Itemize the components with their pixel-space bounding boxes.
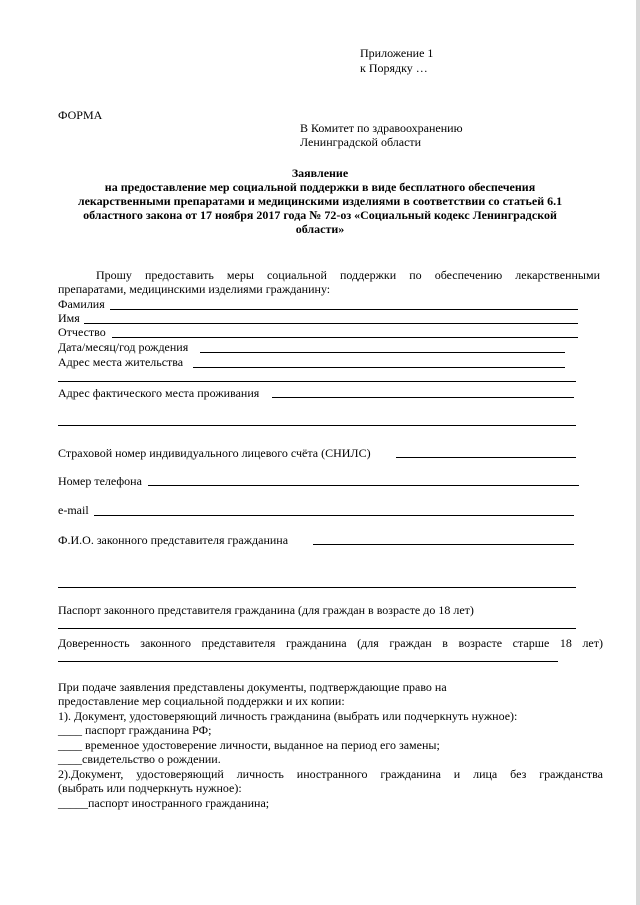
residence-label: Адрес места жительства [58, 355, 184, 369]
intro-line2: препаратами, медицинскими изделиями гражданину: [58, 282, 331, 296]
proxy-rep-field[interactable] [58, 661, 558, 662]
surname-field[interactable] [110, 309, 578, 310]
documents-item2-line2: (выбрать или подчеркнуть нужное): [58, 781, 242, 795]
actual-address-field[interactable] [272, 397, 574, 398]
documents-item1b: ____ временное удостоверение личности, выданное на период его замены; [58, 738, 440, 752]
title-line2: на предоставление мер социальной поддержки в виде бесплатного обеспечения [104, 180, 536, 194]
addressee-line2: Ленинградской области [300, 135, 422, 149]
addressee-line1: В Комитет по здравоохранению [300, 121, 463, 135]
actual-address-label: Адрес фактического места проживания [58, 386, 260, 400]
residence-field[interactable] [193, 367, 565, 368]
name-label: Имя [58, 311, 80, 325]
scan-edge [636, 0, 640, 905]
title-line3: лекарственными препаратами и медицинскими изделиями в соответствии со статьей 6.1 [77, 194, 563, 208]
title-line1: Заявление [291, 166, 349, 180]
name-field[interactable] [84, 323, 578, 324]
representative-field[interactable] [313, 544, 574, 545]
patronymic-label: Отчество [58, 325, 106, 339]
proxy-rep-label: Доверенность законного представителя гражданина (для граждан в возрасте старше 18 лет) [58, 636, 603, 650]
birthdate-field[interactable] [200, 352, 565, 353]
surname-label: Фамилия [58, 297, 105, 311]
title-line5: области» [295, 222, 345, 236]
documents-item1: 1). Документ, удостоверяющий личность гражданина (выбрать или подчеркнуть нужное): [58, 709, 518, 723]
documents-item1c: ____свидетельство о рождении. [58, 752, 221, 766]
documents-item2a: _____паспорт иностранного гражданина; [58, 796, 270, 810]
actual-address-field-extra[interactable] [58, 425, 576, 426]
appendix-line2: к Порядку … [360, 61, 428, 75]
phone-field[interactable] [148, 485, 579, 486]
phone-label: Номер телефона [58, 474, 142, 488]
snils-field[interactable] [396, 457, 576, 458]
representative-label: Ф.И.О. законного представителя гражданина [58, 533, 289, 547]
appendix-line1: Приложение 1 [360, 46, 434, 60]
documents-item2-line1: 2).Документ, удостоверяющий личность иностранного гражданина и лица без гражданства [58, 767, 603, 781]
snils-label: Страховой номер индивидуального лицевого счёта (СНИЛС) [58, 446, 371, 460]
representative-field-extra[interactable] [58, 587, 576, 588]
patronymic-field[interactable] [112, 337, 578, 338]
passport-rep-field[interactable] [58, 628, 576, 629]
residence-field-extra[interactable] [58, 381, 576, 382]
email-field[interactable] [94, 515, 574, 516]
intro-line1: Прошу предоставить меры социальной поддержки по обеспечению лекарственными [96, 268, 600, 282]
documents-item1a: ____ паспорт гражданина РФ; [58, 723, 212, 737]
documents-line2: предоставление мер социальной поддержки и их копии: [58, 694, 345, 708]
email-label: e-mail [58, 503, 89, 517]
form-label: ФОРМА [58, 108, 103, 122]
documents-line1: При подаче заявления представлены документы, подтверждающие право на [58, 680, 447, 694]
title-line4: областного закона от 17 ноября 2017 года № 72-оз «Социальный кодекс Ленинградской [83, 208, 557, 222]
birthdate-label: Дата/месяц/год рождения [58, 340, 189, 354]
passport-rep-label: Паспорт законного представителя гражданина (для граждан в возрасте до 18 лет) [58, 603, 474, 617]
